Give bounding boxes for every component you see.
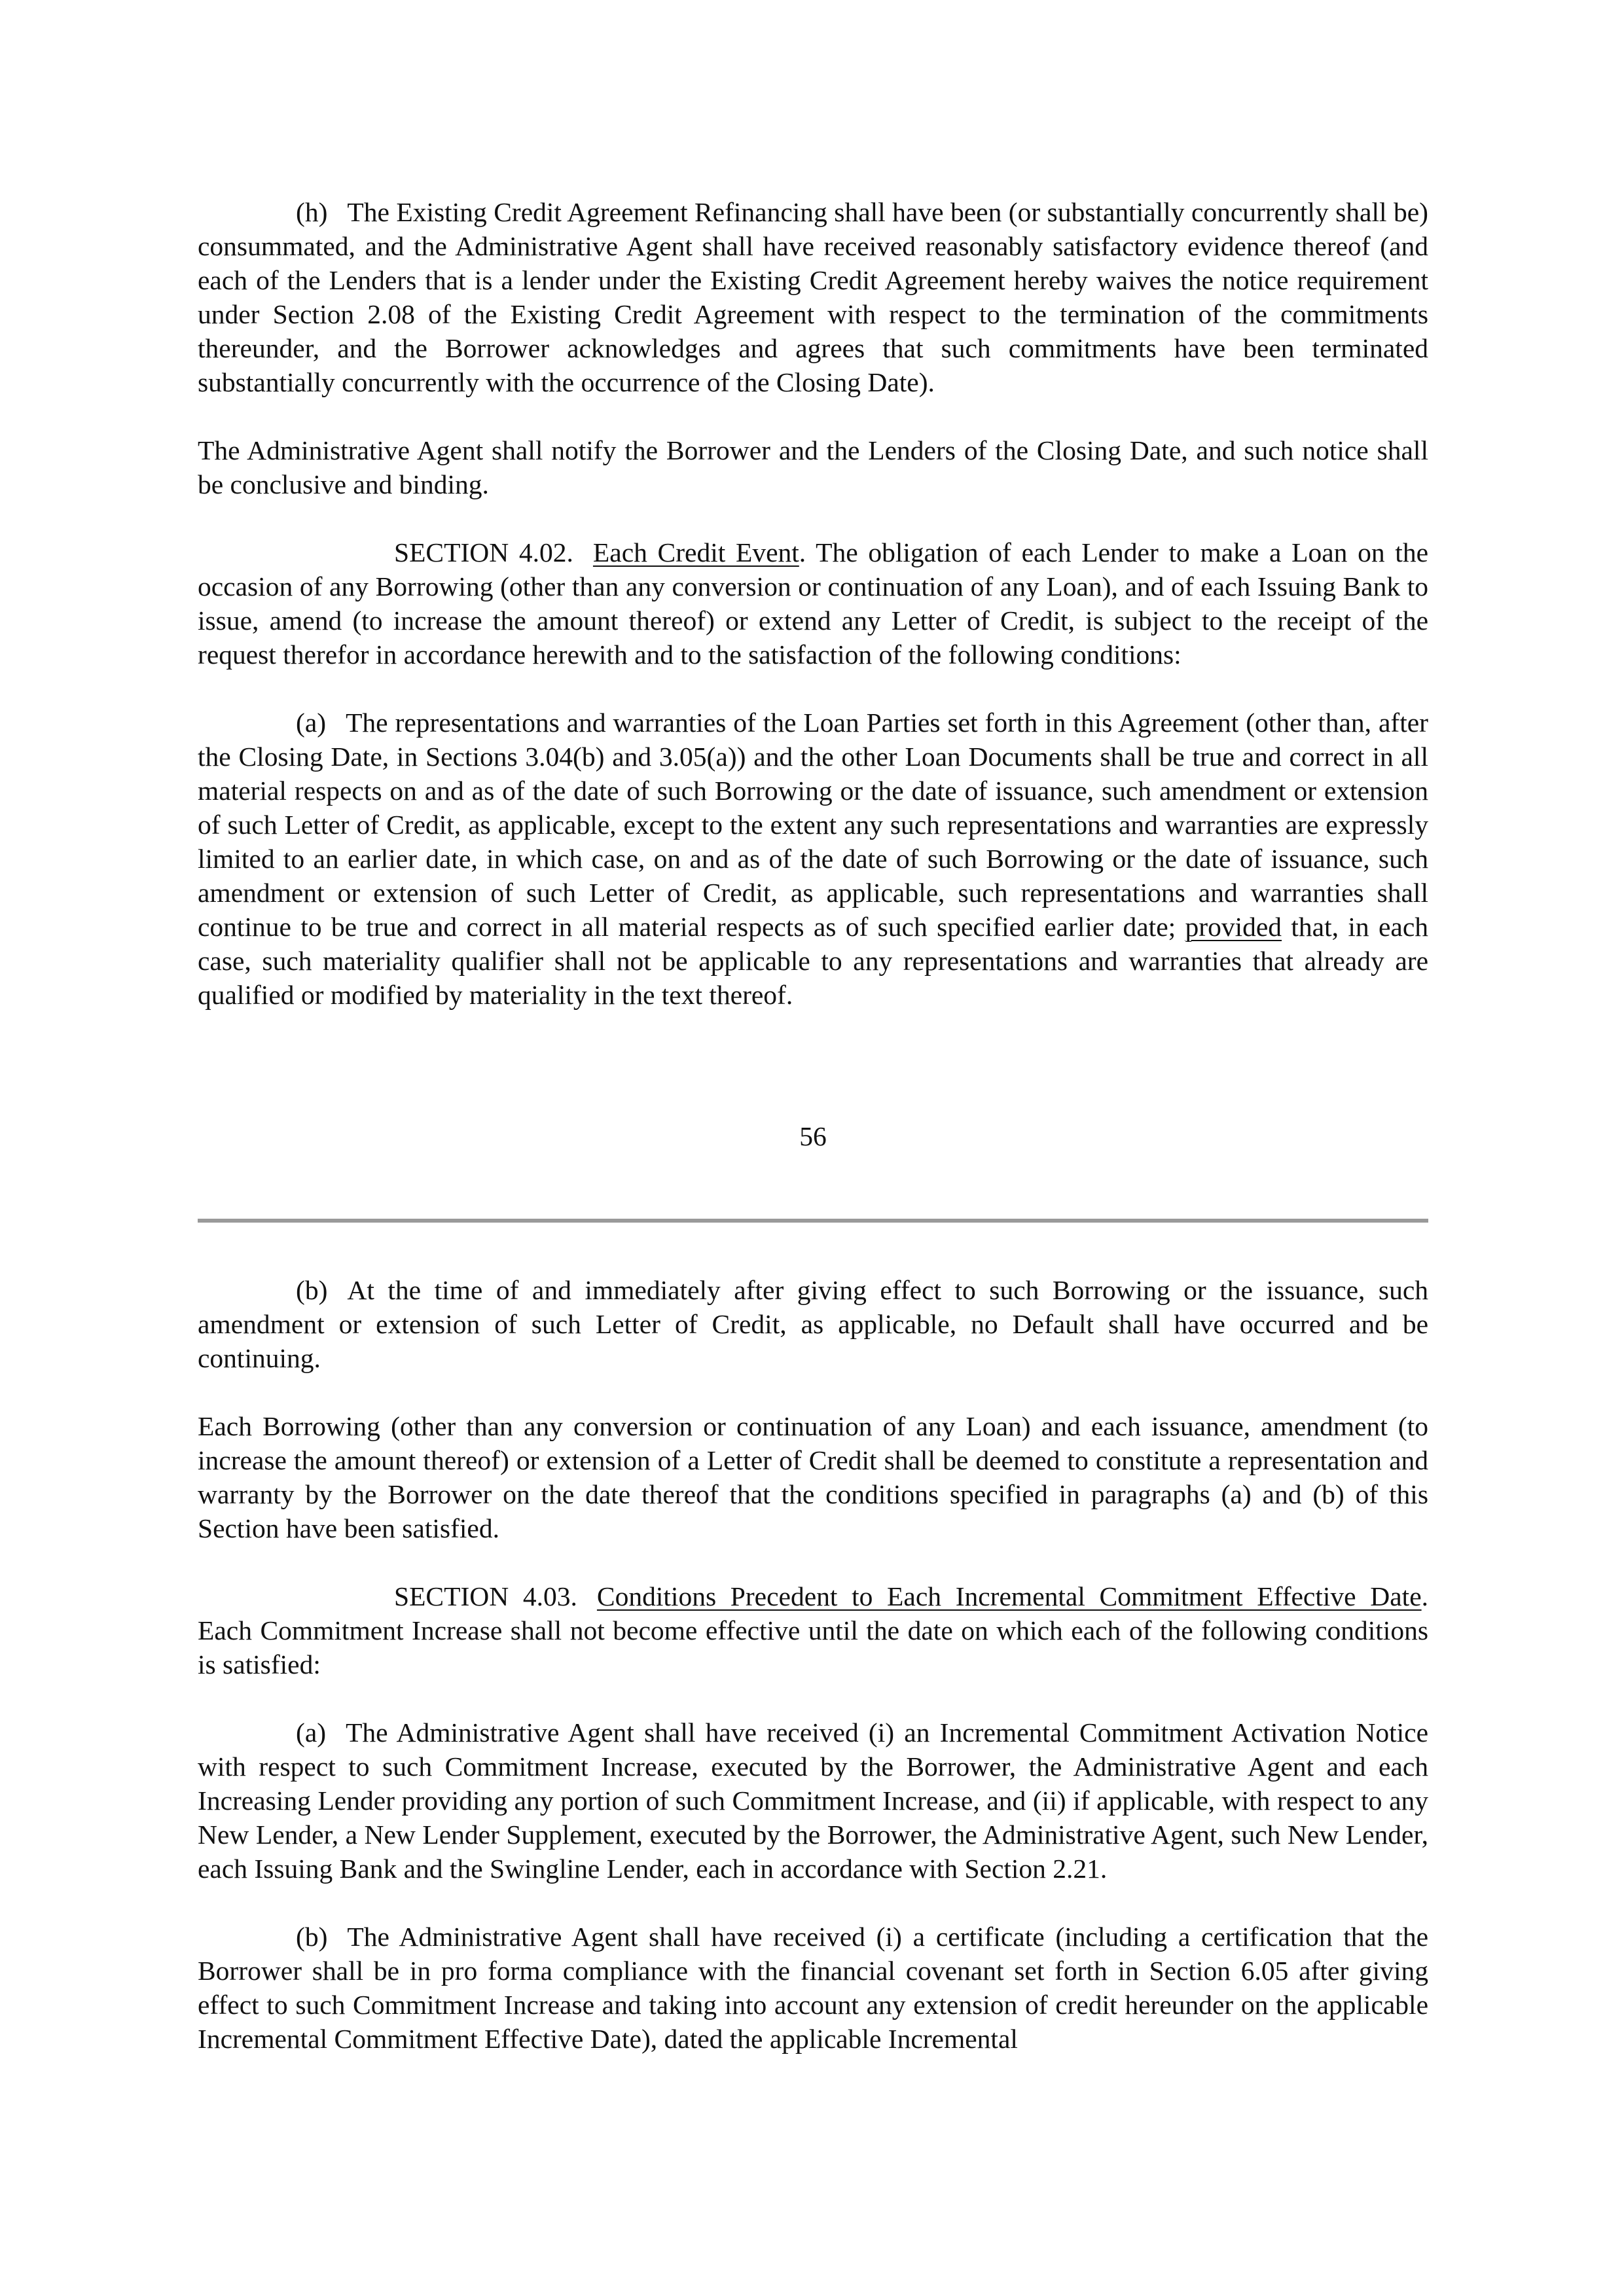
section-number: SECTION 4.03.	[394, 1581, 577, 1611]
paragraph-b-incremental	[198, 1920, 1428, 2056]
page-57-body	[198, 1273, 1428, 2056]
each-borrowing-paragraph: Each Borrowing (other than any conversion or continuation of any Loan) and each issuance, amendment (to increase the amount thereof) or extension of a Letter of Credit shall be deemed to constitute a representation and warranty by the Borrower on the date thereof that the conditions specified in paragraphs (a) and (b) of this Section have been satisfied.	[198, 1411, 1428, 1543]
section-text: . The obligation of each Lender to make a Loan on the occasion of any Borrowing (other than any conversion or continuation of any Loan), and of each Issuing Bank to issue, amend (to increase the amount thereof) or extend any Letter of Credit, is subject to the receipt of the request therefor in accordance herewith and to the satisfaction of the following conditions:	[198, 537, 1428, 670]
section-4-02	[198, 535, 1428, 672]
closing-date-notice-paragraph: The Administrative Agent shall notify the Borrower and the Lenders of the Closing Date, and such notice shall be conclusive and binding.	[198, 435, 1428, 499]
section-title: Conditions Precedent to Each Incremental Commitment Effective Date	[596, 1581, 1422, 1611]
section-4-03	[198, 1579, 1428, 1681]
page-number: 56	[799, 1121, 827, 1151]
paragraph-label: (h)	[296, 197, 328, 227]
paragraph-text-continued: that, in each case, such materiality qualifier shall not be applicable to any representations and warranties that already are qualified or modified by materiality in the text thereof.	[198, 912, 1428, 1010]
paragraph-text: The representations and warranties of the Loan Parties set forth in this Agreement (other than, after the Closing Date, in Sections 3.04(b) and 3.05(a)) and the other Loan Documents shall be true and correct in all material respects on and as of the date of such Borrowing or the date of issuance, such amendment or extension of such Letter of Credit, as applicable, except to the extent any such representations and warranties are expressly limited to an earlier date, in which case, on and as of the date of such Borrowing or the date of issuance, such amendment or extension of such Letter of Credit, as applicable, such representations and warranties shall continue to be true and correct in all material respects as of such specified earlier date;	[198, 708, 1428, 942]
paragraph-text: The Administrative Agent shall have received (i) a certificate (including a certification that the Borrower shall be in pro forma compliance with the financial covenant set forth in Section 6.05 after giving effect to such Commitment Increase and taking into account any extension of credit hereunder on the applicable Incremental Commitment Effective Date), dated the applicable Incremental	[198, 1922, 1428, 2054]
paragraph-text: The Administrative Agent shall have received (i) an Incremental Commitment Activation Notice with respect to such Commitment Increase, executed by the Borrower, the Administrative Agent and each Increasing Lender providing any portion of such Commitment Increase, and (ii) if applicable, with respect to any New Lender, a New Lender Supplement, executed by the Borrower, the Administrative Agent, such New Lender, each Issuing Bank and the Swingline Lender, each in accordance with Section 2.21.	[198, 1717, 1428, 1884]
paragraph-h	[198, 195, 1428, 399]
paragraph-label: (a)	[296, 708, 327, 738]
provided-term: provided	[1185, 912, 1282, 942]
paragraph-a	[198, 706, 1428, 1012]
paragraph-b	[198, 1273, 1428, 1375]
section-text: . Each Commitment Increase shall not become effective until the date on which each of the following conditions is satisfied:	[198, 1581, 1428, 1679]
section-number: SECTION 4.02.	[394, 537, 573, 567]
paragraph-label: (a)	[296, 1717, 327, 1748]
page-divider	[198, 1219, 1428, 1223]
paragraph-text: The Existing Credit Agreement Refinancing shall have been (or substantially concurrently shall be) consummated, and the Administrative Agent shall have received reasonably satisfactory evidence thereof (and each of the Lenders that is a lender under the Existing Credit Agreement hereby waives the notice requirement under Section 2.08 of the Existing Credit Agreement with respect to the termination of the commitments thereunder, and the Borrower acknowledges and agrees that such commitments have been terminated substantially concurrently with the occurrence of the Closing Date).	[198, 197, 1428, 397]
page-56-body	[198, 195, 1428, 1012]
paragraph-text: At the time of and immediately after giving effect to such Borrowing or the issuance, such amendment or extension of such Letter of Credit, as applicable, no Default shall have occurred and be continuing.	[198, 1275, 1428, 1373]
paragraph-label: (b)	[296, 1275, 328, 1305]
paragraph-a-incremental	[198, 1715, 1428, 1886]
section-title: Each Credit Event	[592, 537, 799, 567]
paragraph-label: (b)	[296, 1922, 328, 1952]
